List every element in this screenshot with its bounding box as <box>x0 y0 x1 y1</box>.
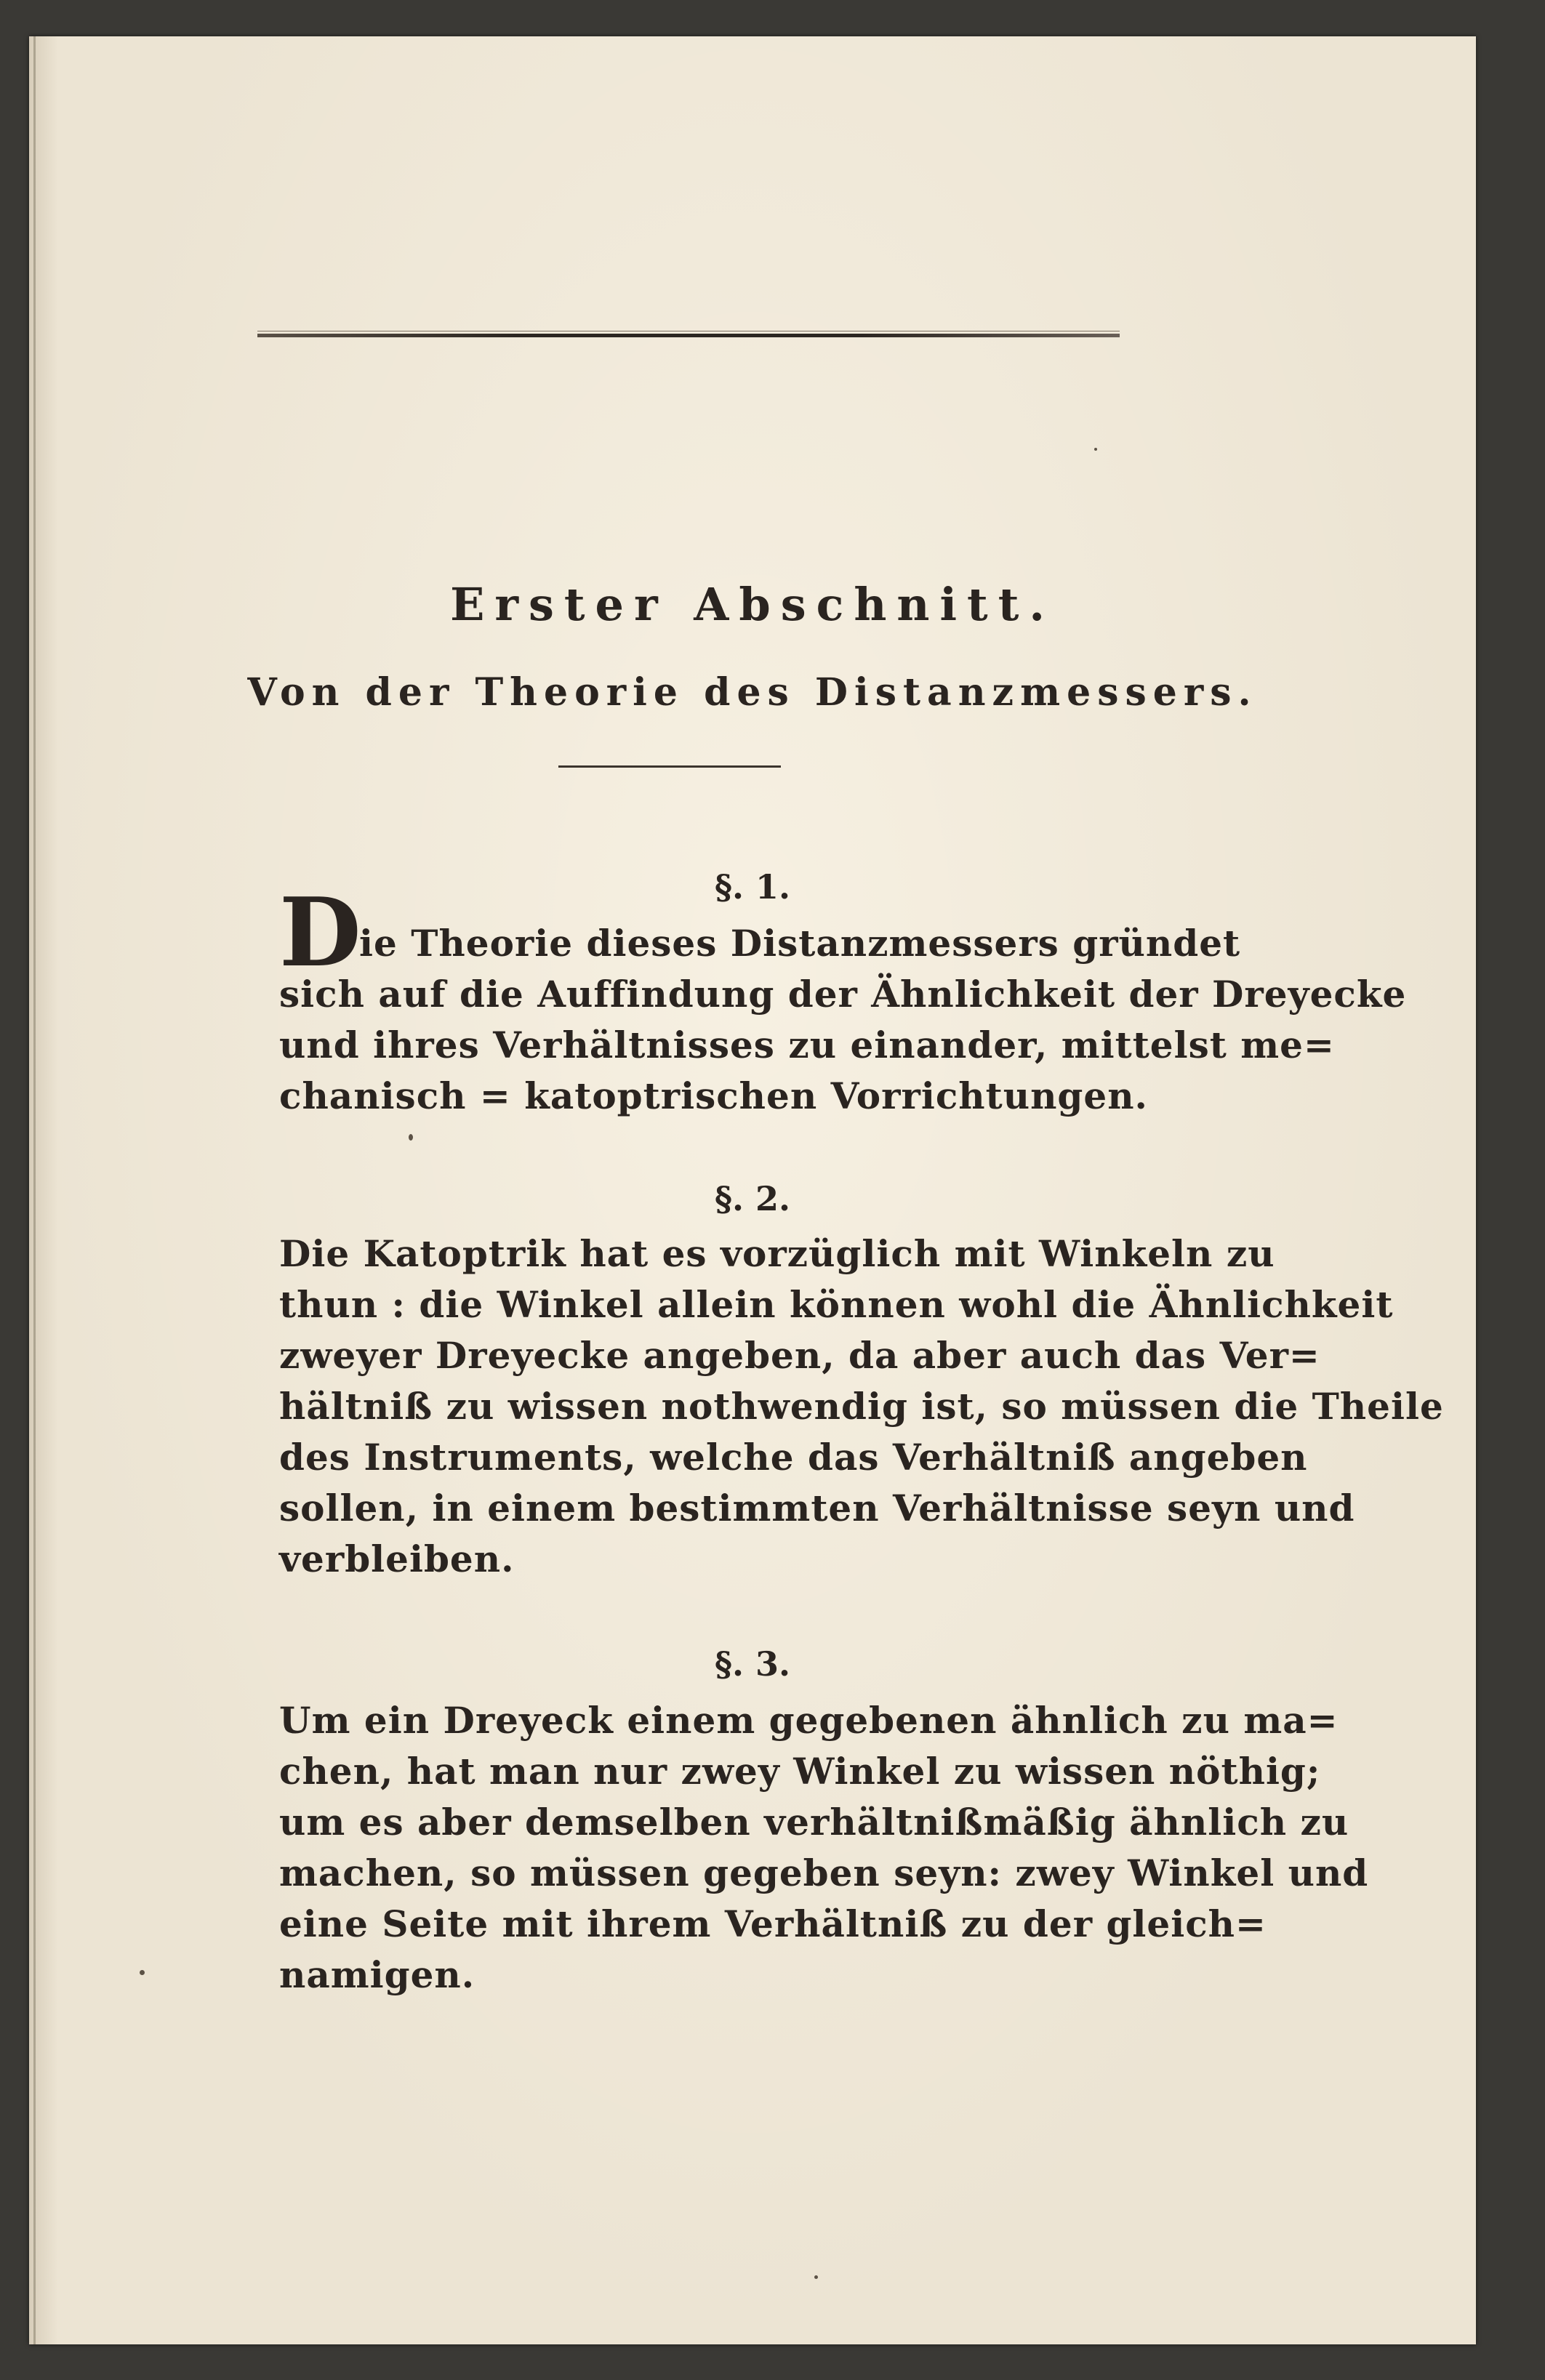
paragraph-line: machen, so müssen gegeben seyn: zwey Winkel und <box>279 1852 1369 1894</box>
paper-speck <box>409 1134 413 1141</box>
section-heading-3: §. 3. <box>714 1644 791 1684</box>
paper-speck <box>814 2275 818 2279</box>
paragraph-line: chanisch = katoptrischen Vorrichtungen. <box>279 1074 1148 1117</box>
section-heading-1: §. 1. <box>714 867 791 906</box>
top-rule <box>257 334 1120 337</box>
paragraph-line: thun : die Winkel allein können wohl die Ähnlichkeit <box>279 1283 1394 1326</box>
paragraph-line: verbleiben. <box>279 1537 515 1580</box>
book-page <box>29 36 1476 2344</box>
paragraph-line: Um ein Dreyeck einem gegebenen ähnlich zu ma= <box>279 1699 1339 1742</box>
section-2-paragraph <box>279 1229 1444 1585</box>
paragraph-line: des Instruments, welche das Verhältniß angeben <box>279 1436 1308 1479</box>
paragraph-line: und ihres Verhältnisses zu einander, mittelst me= <box>279 1024 1335 1066</box>
section-1-paragraph <box>279 918 1407 1122</box>
paragraph-line: eine Seite mit ihrem Verhältniß zu der gleich= <box>279 1902 1267 1945</box>
paragraph-line: namigen. <box>279 1953 475 1996</box>
section-heading-2: §. 2. <box>714 1179 791 1218</box>
divider-rule <box>558 765 781 768</box>
paragraph-line: chen, hat man nur zwey Winkel zu wissen nöthig; <box>279 1750 1321 1793</box>
chapter-title: Erster Abschnitt. <box>450 578 1055 631</box>
chapter-subtitle: Von der Theorie des Distanzmessers. <box>247 670 1258 715</box>
paragraph-line: hältniß zu wissen nothwendig ist, so müssen die Theile <box>279 1385 1444 1428</box>
paragraph-line: sich auf die Auffindung der Ähnlichkeit der Dreyecke <box>279 973 1407 1016</box>
section-3-paragraph <box>279 1695 1369 2001</box>
paragraph-line: sollen, in einem bestimmten Verhältnisse seyn und <box>279 1487 1355 1529</box>
paragraph-line: ie Theorie dieses Distanzmessers gründet <box>359 922 1241 965</box>
paragraph-line: um es aber demselben verhältnißmäßig ähnlich zu <box>279 1801 1349 1844</box>
paper-speck <box>140 1970 145 1975</box>
paper-speck <box>1094 448 1097 451</box>
paragraph-line: zweyer Dreyecke angeben, da aber auch das Ver= <box>279 1334 1320 1377</box>
drop-cap: D <box>279 877 361 988</box>
paragraph-line: Die Katoptrik hat es vorzüglich mit Winkeln zu <box>279 1232 1275 1275</box>
